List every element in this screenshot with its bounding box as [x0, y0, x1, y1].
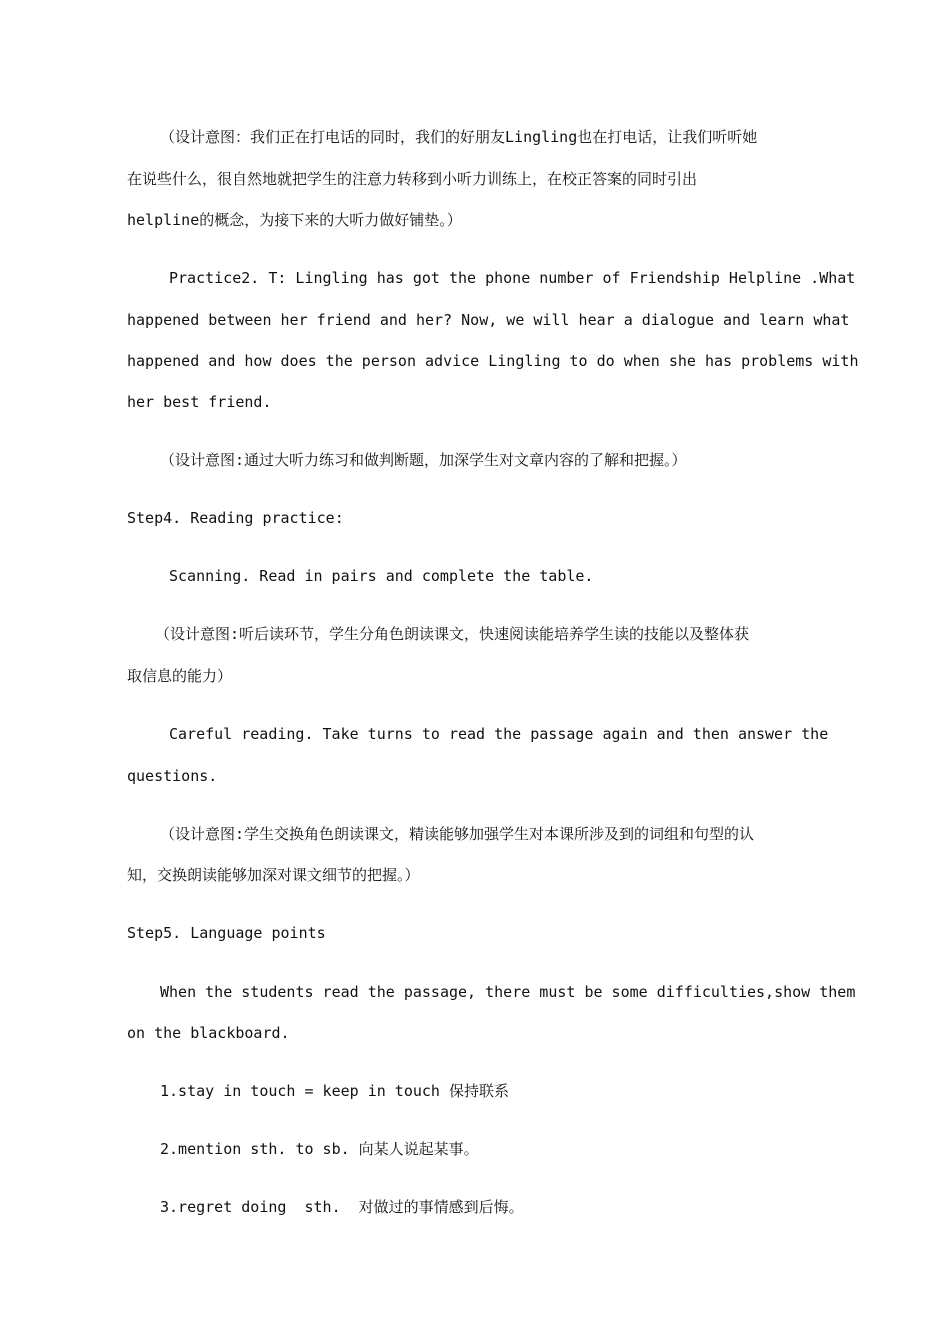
text-line: on the blackboard.: [127, 1024, 290, 1042]
text-line: helpline的概念，为接下来的大听力做好铺垫。）: [127, 211, 462, 229]
text-line: When the students read the passage, there must be some difficulties,show them: [160, 983, 856, 1001]
section-heading: Step5. Language points: [127, 924, 326, 942]
text-line: 在说些什么，很自然地就把学生的注意力转移到小听力训练上，在校正答案的同时引出: [127, 170, 698, 188]
text-line: 取信息的能力）: [127, 667, 233, 685]
text-line: Careful reading. Take turns to read the passage again and then answer the: [169, 725, 829, 743]
text-line: happened between her friend and her? Now, we will hear a dialogue and learn what: [127, 311, 850, 329]
text-line: （设计意图:通过大听力练习和做判断题，加深学生对文章内容的了解和把握。）: [160, 451, 687, 469]
text-line: happened and how does the person advice Lingling to do when she has problems with: [127, 352, 859, 370]
list-item: 3.regret doing sth. 对做过的事情感到后悔。: [160, 1198, 524, 1216]
text-line: questions.: [127, 767, 218, 785]
text-line: （设计意图:听后读环节，学生分角色朗读课文，快速阅读能培养学生读的技能以及整体获: [155, 625, 750, 643]
list-item: 1.stay in touch = keep in touch 保持联系: [160, 1082, 509, 1100]
text-line: Scanning. Read in pairs and complete the table.: [169, 567, 594, 585]
text-line: her best friend.: [127, 393, 272, 411]
text-line: Practice2. T: Lingling has got the phone number of Friendship Helpline .What: [169, 269, 856, 287]
list-item: 2.mention sth. to sb. 向某人说起某事。: [160, 1140, 479, 1158]
text-line: （设计意图:学生交换角色朗读课文，精读能够加强学生对本课所涉及到的词组和句型的认: [160, 825, 755, 843]
section-heading: Step4. Reading practice:: [127, 509, 344, 527]
text-line: 知，交换朗读能够加深对课文细节的把握。）: [127, 866, 420, 884]
text-line: （设计意图：我们正在打电话的同时，我们的好朋友Lingling也在打电话，让我们听听她: [160, 128, 758, 146]
